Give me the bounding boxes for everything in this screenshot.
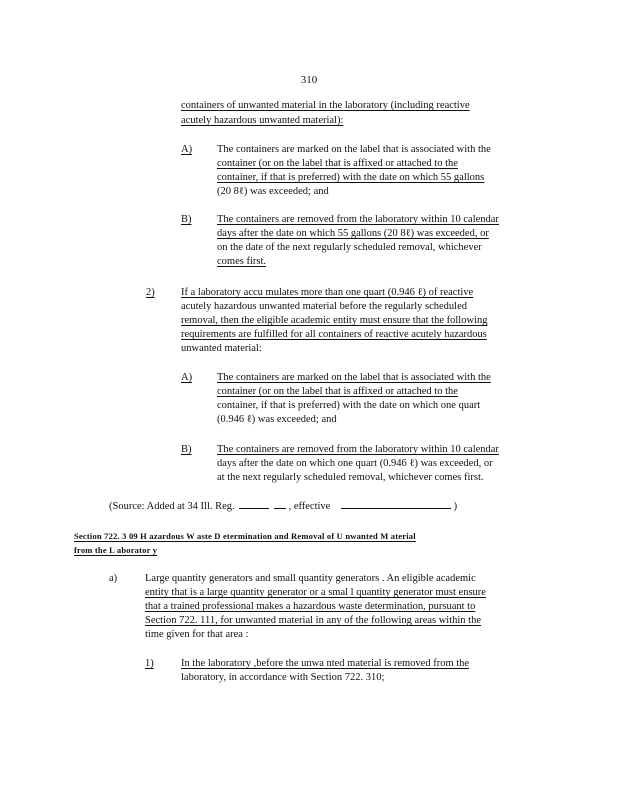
item-2-line-4: requirements are fulfilled for all containers of reactive acutely hazardous bbox=[181, 329, 487, 340]
item-2-text bbox=[181, 286, 531, 356]
source-note-prefix: (Source: Added at 34 Ill. Reg. bbox=[109, 501, 235, 512]
item-a-label: a) bbox=[109, 573, 118, 584]
item-2B-label: B) bbox=[181, 444, 192, 455]
item-1A-label: A) bbox=[181, 144, 193, 155]
source-note bbox=[109, 500, 489, 514]
item-1B-line-3: on the date of the next regularly scheduled removal, whichever bbox=[217, 242, 482, 253]
item-1A-line-1: The containers are marked on the label that is associated with the bbox=[217, 144, 491, 155]
item-a-text bbox=[145, 572, 523, 642]
item-1A-line-3: container, if that is preferred) with the date on which 55 gallons bbox=[217, 172, 485, 183]
page-blank bbox=[274, 508, 286, 509]
section-heading-line-2: from the L aborator y bbox=[74, 545, 158, 555]
item-2B-line-3: at the next regularly scheduled removal, whichever comes first. bbox=[217, 472, 484, 483]
item-2B-line-1: The containers are removed from the laboratory within 10 calendar bbox=[217, 444, 499, 455]
item-1B-line-4: comes first. bbox=[217, 256, 266, 267]
item-1B-text bbox=[217, 213, 531, 269]
item-a1-text bbox=[181, 657, 507, 685]
intro-line-2: acutely hazardous unwanted material): bbox=[181, 115, 344, 126]
item-2B-line-2: days after the date on which one quart (0.946 ℓ) was exceeded, or bbox=[217, 458, 493, 469]
section-heading-line-1: Section 722. 3 09 H azardous W aste D etermination and Removal of U nwanted M aterial bbox=[74, 531, 416, 541]
item-2A-line-4: (0.946 ℓ) was exceeded; and bbox=[217, 414, 337, 425]
item-2-line-1: If a laboratory accu mulates more than one quart (0.946 ℓ) of reactive bbox=[181, 287, 474, 298]
item-1A-line-2: container (or on the label that is affixed or attached to the bbox=[217, 158, 458, 169]
item-2-line-3: removal, then the eligible academic entity must ensure that the following bbox=[181, 315, 488, 326]
item-2-line-2: acutely hazardous unwanted material before the regularly scheduled bbox=[181, 301, 467, 312]
item-2A-line-1: The containers are marked on the label that is associated with the bbox=[217, 372, 491, 383]
source-note-suffix: ) bbox=[453, 501, 458, 512]
item-1A-text bbox=[217, 143, 531, 199]
item-a-line-1: Large quantity generators and small quantity generators . An eligible academic bbox=[145, 573, 476, 584]
item-a-line-5: time given for that area : bbox=[145, 629, 249, 640]
intro-line-1: containers of unwanted material in the laboratory (including reactive bbox=[181, 100, 470, 111]
item-2-label: 2) bbox=[146, 287, 155, 298]
item-2B-text bbox=[217, 443, 531, 485]
source-note-middle: , effective bbox=[288, 501, 331, 512]
item-2-line-5: unwanted material: bbox=[181, 343, 262, 354]
item-a1-label: 1) bbox=[145, 658, 154, 669]
item-1A-line-4: (20 8ℓ) was exceeded; and bbox=[217, 186, 329, 197]
item-2A-label: A) bbox=[181, 372, 193, 383]
item-a-line-2: entity that is a large quantity generator or a smal l quantity generator must ensure bbox=[145, 587, 486, 598]
item-1B-line-2: days after the date on which 55 gallons (20 8ℓ) was exceeded, or bbox=[217, 228, 489, 239]
item-1B-line-1: The containers are removed from the laboratory within 10 calendar bbox=[217, 214, 499, 225]
item-a-line-3: that a trained professional makes a hazardous waste determination, pursuant to bbox=[145, 601, 476, 612]
item-1B-label: B) bbox=[181, 214, 192, 225]
item-a1-line-2: laboratory, in accordance with Section 722. 310; bbox=[181, 672, 385, 683]
page-number: 310 bbox=[300, 74, 318, 86]
effective-date-blank bbox=[341, 508, 451, 509]
item-2A-line-2: container (or on the label that is affixed or attached to the bbox=[217, 386, 458, 397]
item-a1-line-1: In the laboratory ,before the unwa nted material is removed from the bbox=[181, 658, 470, 669]
item-2A-text bbox=[217, 371, 531, 427]
item-2A-line-3: container, if that is preferred) with the date on which one quart bbox=[217, 400, 481, 411]
item-a-line-4: Section 722. 111, for unwanted material in any of the following areas within the bbox=[145, 615, 482, 626]
register-blank bbox=[239, 508, 269, 509]
